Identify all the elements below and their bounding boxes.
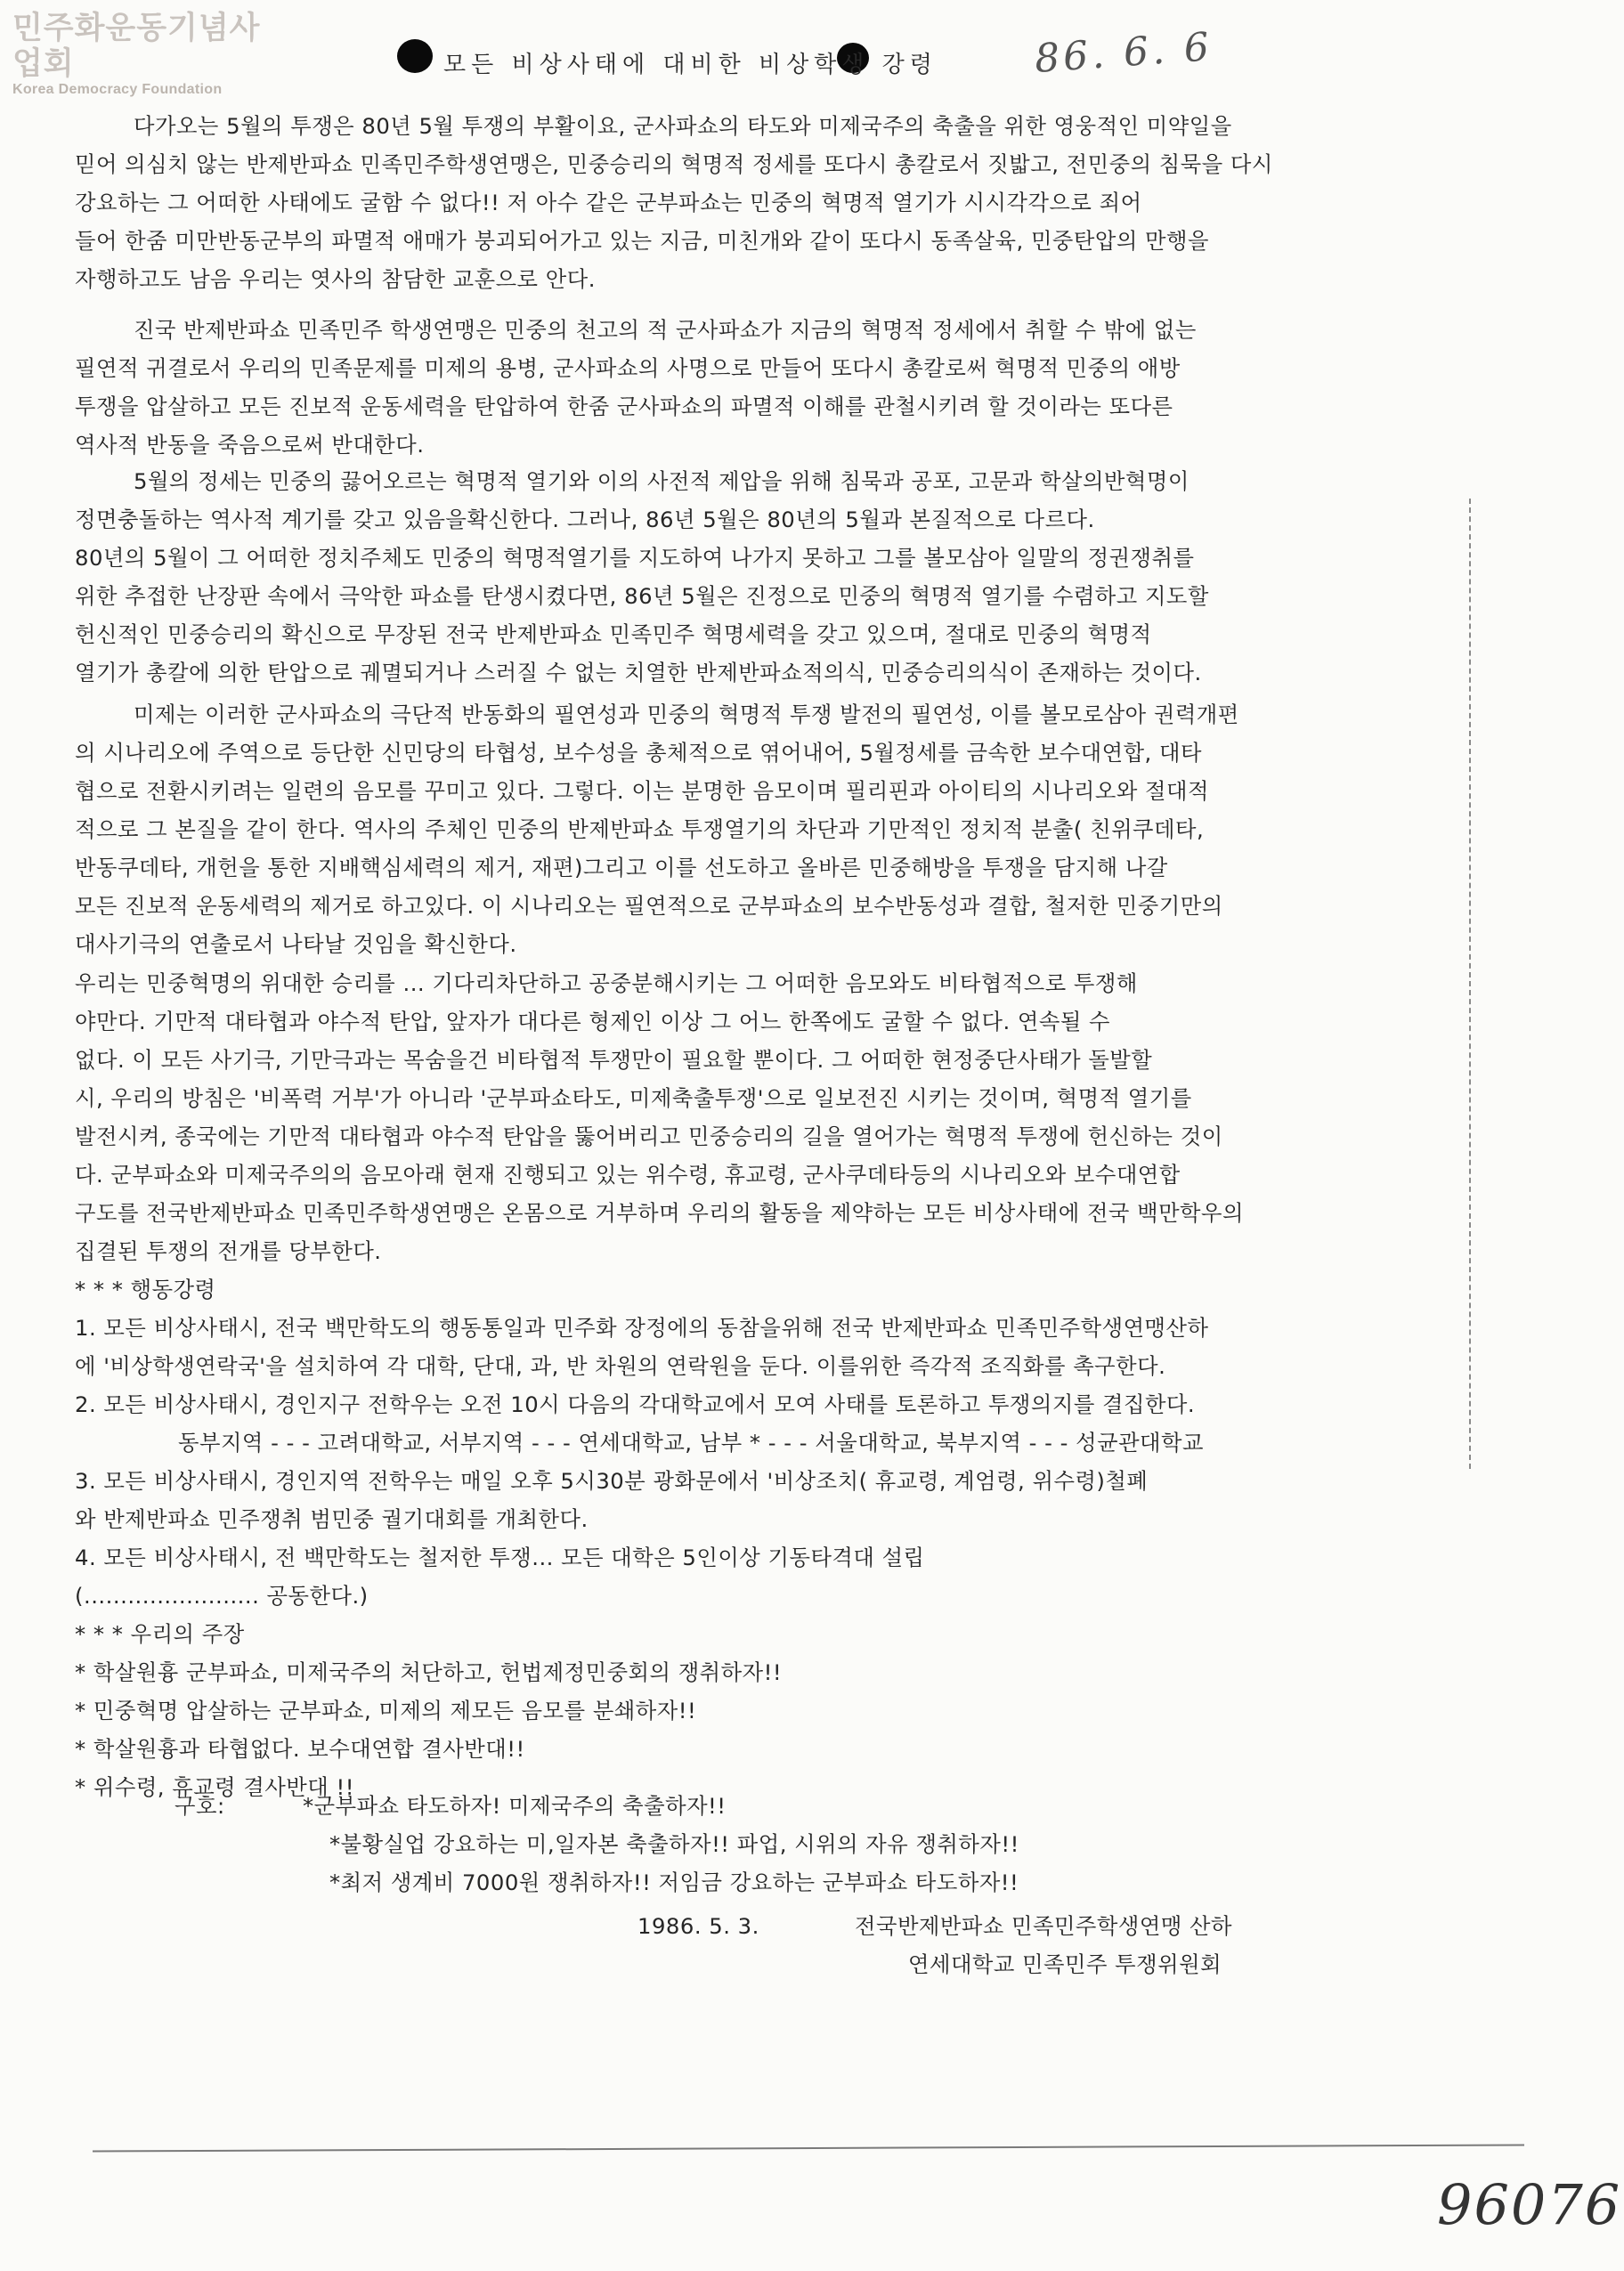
body-line: 투쟁을 압살하고 모든 진보적 운동세력을 탄압하여 한줌 군사파쇼의 파멸적 이해를 관철시키려 할 것이라는 또다른: [75, 393, 1173, 419]
chant-line: *불황실업 강요하는 미,일자본 축출하자!! 파업, 시위의 자유 쟁취하자!!: [329, 1831, 1019, 1857]
body-line: 열기가 총칼에 의한 탄압으로 궤멸되거나 스러질 수 없는 치열한 반제반파쇼적의식, 민중승리의식이 존재하는 것이다.: [75, 660, 1202, 685]
body-line: 집결된 투쟁의 전개를 당부한다.: [75, 1238, 382, 1264]
chant-line: *최저 생계비 7000원 쟁취하자!! 저임금 강요하는 군부파쇼 타도하자!!: [329, 1870, 1019, 1895]
slogan-line: * 학살원흉과 타협없다. 보수대연합 결사반대!!: [75, 1736, 525, 1762]
body-line: 없다. 이 모든 사기극, 기만극과는 목숨을건 비타협적 투쟁만이 필요할 뿐이다. 그 어떠한 현정중단사태가 돌발할: [75, 1047, 1153, 1073]
action-line: 에 '비상학생연락국'을 설치하여 각 대학, 단대, 과, 반 차원의 연락원을 둔다. 이를위한 즉각적 조직화를 촉구한다.: [75, 1353, 1166, 1379]
handwritten-date: 86. 6. 6: [1033, 24, 1214, 82]
slogan-line: * 학살원흉 군부파쇼, 미제국주의 처단하고, 헌법제정민중회의 쟁취하자!!: [75, 1659, 783, 1685]
bottom-divider: [93, 2144, 1524, 2152]
body-line: 협으로 전환시키려는 일련의 음모를 꾸미고 있다. 그렇다. 이는 분명한 음모이며 필리핀과 아이티의 시나리오와 절대적: [75, 778, 1209, 804]
body-line: 대사기극의 연출로서 나타날 것임을 확신한다.: [75, 931, 517, 957]
redaction-mark-1: [397, 39, 433, 73]
body-line: 헌신적인 민중승리의 확신으로 무장된 전국 반제반파쇼 민족민주 혁명세력을 갖고 있으며, 절대로 민중의 혁명적: [75, 621, 1152, 647]
document-title: 모든 비상사태에 대비한 비상학생 강령: [443, 52, 938, 78]
action-line: 와 반제반파쇼 민주쟁취 범민중 궐기대회를 개최한다.: [75, 1506, 589, 1532]
body-line: 시, 우리의 방침은 '비폭력 거부'가 아니라 '군부파쇼타도, 미제축출투쟁'으로 일보전진 시키는 것이며, 혁명적 열기를: [75, 1085, 1192, 1111]
body-line: 다. 군부파쇼와 미제국주의의 음모아래 현재 진행되고 있는 위수령, 휴교령, 군사쿠데타등의 시나리오와 보수대연합: [75, 1162, 1181, 1188]
action-heading: * * * 행동강령: [75, 1277, 216, 1302]
body-line: 미제는 이러한 군사파쇼의 극단적 반동화의 필연성과 민중의 혁명적 투쟁 발전의 필연성, 이를 볼모로삼아 권력개편: [134, 702, 1239, 727]
body-line: 80년의 5월이 그 어떠한 정치주체도 민중의 혁명적열기를 지도하여 나가지 못하고 그를 볼모삼아 일말의 정권쟁취를: [75, 545, 1195, 571]
body-line: 우리는 민중혁명의 위대한 승리를 ... 기다리차단하고 공중분해시키는 그 어떠한 음모와도 비타협적으로 투쟁해: [75, 970, 1138, 996]
chant-line: *군부파쇼 타도하자! 미제국주의 축출하자!!: [303, 1793, 727, 1819]
action-line: 4. 모든 비상사태시, 전 백만학도는 철저한 투쟁... 모든 대학은 5인이상 기동타격대 설립: [75, 1545, 925, 1570]
body-line: 야만다. 기만적 대타협과 야수적 탄압, 앞자가 대다른 형제인 이상 그 어느 한쪽에도 굴할 수 없다. 연속될 수: [75, 1009, 1111, 1034]
slogans-heading: * * * 우리의 주장: [75, 1621, 245, 1647]
action-line: 동부지역 - - - 고려대학교, 서부지역 - - - 연세대학교, 남부 * - - - 서울대학교, 북부지역 - - - 성균관대학교: [178, 1430, 1204, 1456]
margin-scan-mark: [1469, 499, 1473, 1469]
archive-number: 96076: [1437, 2172, 1622, 2237]
body-line: 적으로 그 본질을 같이 한다. 역사의 주체인 민중의 반제반파쇼 투쟁열기의 차단과 기만적인 정치적 분출( 친위쿠데타,: [75, 816, 1205, 842]
signature-org-1: 전국반제반파쇼 민족민주학생연맹 산하: [855, 1913, 1232, 1939]
body-line: 역사적 반동을 죽음으로써 반대한다.: [75, 432, 425, 458]
slogan-line: * 민중혁명 압살하는 군부파쇼, 미제의 제모든 음모를 분쇄하자!!: [75, 1698, 697, 1724]
body-line: 믿어 의심치 않는 반제반파쇼 민족민주학생연맹은, 민중승리의 혁명적 정세를 또다시 총칼로서 짓밟고, 전민중의 침묵을 다시: [75, 151, 1273, 177]
body-line: 위한 추접한 난장판 속에서 극악한 파쇼를 탄생시켰다면, 86년 5월은 진정으로 민중의 혁명적 열기를 수렴하고 지도할: [75, 583, 1209, 609]
body-line: 구도를 전국반제반파쇼 민족민주학생연맹은 온몸으로 거부하며 우리의 활동을 제약하는 모든 비상사태에 전국 백만학우의: [75, 1200, 1244, 1226]
slogan-line: * 위수령, 휴교령 결사반대 !!: [75, 1774, 354, 1800]
body-line: 필연적 귀결로서 우리의 민족문제를 미제의 용병, 군사파쇼의 사명으로 만들어 또다시 총칼로써 혁명적 민중의 애방: [75, 355, 1181, 381]
body-line: 강요하는 그 어떠한 사태에도 굴함 수 없다!! 저 아수 같은 군부파쇼는 민중의 혁명적 열기가 시시각각으로 죄어: [75, 190, 1142, 215]
signature-org-2: 연세대학교 민족민주 투쟁위원회: [908, 1951, 1222, 1977]
action-line: 2. 모든 비상사태시, 경인지구 전학우는 오전 10시 다음의 각대학교에서 모여 사태를 토론하고 투쟁의지를 결집한다.: [75, 1391, 1196, 1417]
body-line: 반동쿠데타, 개헌을 통한 지배핵심세력의 제거, 재편)그리고 이를 선도하고 올바른 민중해방을 투쟁을 담지해 나갈: [75, 855, 1168, 880]
body-line: 의 시나리오에 주역으로 등단한 신민당의 타협성, 보수성을 총체적으로 엮어내어, 5월정세를 금속한 보수대연합, 대타: [75, 740, 1202, 766]
watermark-english: Korea Democracy Foundation: [12, 82, 223, 97]
body-line: 모든 진보적 운동세력의 제거로 하고있다. 이 시나리오는 필연적으로 군부파쇼의 보수반동성과 결합, 철저한 민중기만의: [75, 893, 1223, 919]
body-line: 들어 한줌 미만반동군부의 파멸적 애매가 붕괴되어가고 있는 지금, 미친개와 같이 또다시 동족살육, 민중탄압의 만행을: [75, 228, 1209, 254]
body-line: 5월의 정세는 민중의 끓어오르는 혁명적 열기와 이의 사전적 제압을 위해 침묵과 공포, 고문과 학살의반혁명이: [134, 468, 1190, 494]
document-date: 1986. 5. 3.: [637, 1913, 759, 1939]
body-line: 정면충돌하는 역사적 계기를 갖고 있음을확신한다. 그러나, 86년 5월은 80년의 5월과 본질적으로 다르다.: [75, 507, 1095, 532]
body-line: 다가오는 5월의 투쟁은 80년 5월 투쟁의 부활이요, 군사파쇼의 타도와 미제국주의 축출을 위한 영웅적인 미약일을: [134, 113, 1232, 139]
watermark-korean: 민주화운동기념사업회: [12, 11, 261, 81]
body-line: 발전시켜, 종국에는 기만적 대타협과 야수적 탄압을 뚫어버리고 민중승리의 길을 열어가는 혁명적 투쟁에 헌신하는 것이: [75, 1123, 1223, 1149]
chants-label: 구호:: [175, 1793, 225, 1819]
action-line: (........................ 공동한다.): [75, 1583, 369, 1609]
action-line: 1. 모든 비상사태시, 전국 백만학도의 행동통일과 민주화 장정에의 동참을위해 전국 반제반파쇼 민족민주학생연맹산하: [75, 1315, 1209, 1341]
body-line: 자행하고도 남음 우리는 엿사의 참담한 교훈으로 안다.: [75, 266, 596, 292]
action-line: 3. 모든 비상사태시, 경인지역 전학우는 매일 오후 5시30분 광화문에서 '비상조치( 휴교령, 계엄령, 위수령)철폐: [75, 1468, 1149, 1494]
body-line: 진국 반제반파쇼 민족민주 학생연맹은 민중의 천고의 적 군사파쇼가 지금의 혁명적 정세에서 취할 수 밖에 없는: [134, 317, 1197, 343]
foundation-watermark: [12, 11, 271, 98]
